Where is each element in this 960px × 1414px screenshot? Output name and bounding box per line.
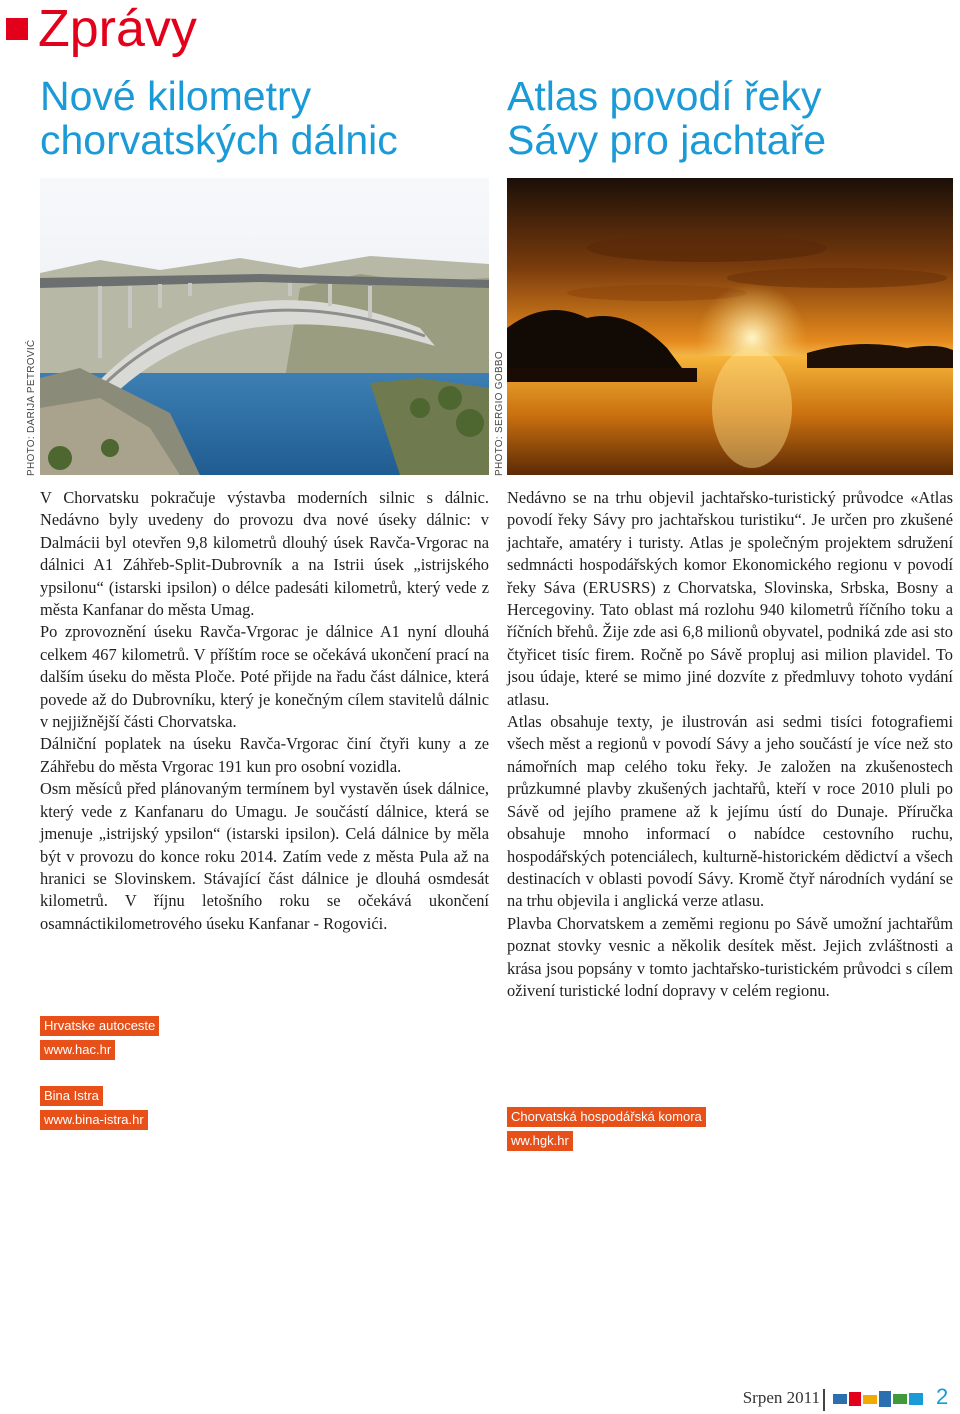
right-headline-line1: Atlas povodí řeky (507, 73, 822, 119)
right-headline (507, 74, 826, 162)
issue-date: Srpen 2011 (742, 1388, 820, 1407)
left-headline (40, 74, 398, 162)
right-paragraph: Plavba Chorvatskem a zeměmi regionu po Sávě umožní jachtařům poznat stovky vesnic a několik desítek měst. Jejich zvláštnosti a krása jsou popsány v tomto jachtařsko-turistickém průvodci s cílem oživení turistické lodní dopravy v celém regionu. (507, 913, 953, 1000)
left-article-body (40, 487, 489, 935)
sunset-photo (507, 178, 953, 475)
magazine-logo (833, 1390, 925, 1408)
link-url-hgk[interactable]: ww.hgk.hr (507, 1131, 573, 1151)
left-paragraph: Dálniční poplatek na úseku Ravča-Vrgorac činí čtyři kuny a ze Záhřebu do města Vrgorac 191 kun pro osobní vozidla. (40, 734, 489, 776)
page-number: 2 (936, 1384, 949, 1409)
right-article-body (507, 487, 953, 1002)
left-paragraph: Osm měsíců před plánovaným termínem byl vystavěn úsek dálnice, který vede z Kanfanaru do Umagu. Je součástí dálnice, která se jmenuje „istrijský ypsilon“ (istarski ipsilon). Celá dálnice by měla být v provozu do konce roku 2014. Zatím vede z města Pula až na hranici se Slovinskem. Stávající část dálnice je dlouhá osmdesát kilometrů. V říjnu letošního roku se očekává ukončení osamnáctikilometrového úseku Kanfanar - Rogovići. (40, 779, 489, 933)
link-label-hac: Hrvatske autoceste (40, 1016, 159, 1036)
right-paragraph: Nedávno se na trhu objevil jachtařsko-turistický průvodce «Atlas povodí řeky Sávy pro jachtařskou turistiku“. Je určen pro zkušené jachtaře, amatéry i turisty. Atlas je společným projektem sdružení sedmnácti hospodářských komor Ekonomického regionu v povodí řeky Sáva (ERUSRS) z Chorvatska, Slovinska, Srbska, Bosny a Hercegoviny. Tato oblast má rozlohu 940 kilometrů říčního toku a říčních břehů. Žije zde asi 6,8 milionů obyvatel, podniká zde asi sto čtyřicet tisíc firem. Ročně po Sávě propluj asi milion plavidel. To jsou údaje, které se mimo jiné dozvíte z předmluvy tohoto vydání atlasu. (507, 488, 953, 709)
left-paragraph: V Chorvatsku pokračuje výstavba moderních silnic s dálnic. Nedávno byly uvedeny do provozu dva nové úseky dálnic: v Dalmácii byl otevřen 9,8 kilometrů dlouhý úsek Ravča-Vrgorac na dálnici A1 Záhřeb-Split-Dubrovník a na Istrii úsek „istrijského ypsilonu“ (istarski ipsilon) o délce padesáti kilometrů, který vede z města Kanfanar do města Umag. (40, 488, 489, 620)
section-title: Zprávy (38, 0, 197, 58)
left-headline-line1: Nové kilometry (40, 73, 312, 119)
link-url-bina-istra[interactable]: www.bina-istra.hr (40, 1110, 148, 1130)
left-headline-line2: chorvatských dálnic (40, 117, 398, 163)
link-label-bina-istra: Bina Istra (40, 1086, 103, 1106)
right-headline-line2: Sávy pro jachtaře (507, 117, 827, 163)
left-photo-credit: PHOTO: DARIJA PETROVIĆ (26, 339, 37, 476)
right-paragraph: Atlas obsahuje texty, je ilustrován asi sedmi tisíci fotografiemi všech měst a regionů v povodí Sávy a jeho součástí je více než sto námořních map celého toku řeky. Je založen na zkušenostech průzkumné plavby zkušených jachtařů, kteří v roce 2010 pluli po Sávě od jejího pramene až k jejímu ústí do Dunaje. Příručka obsahuje mnoho informací o nabídce cestovního ruchu, hospodářských potenciálech, kulturně-historickém dědictví a všech destinacích v oblasti povodí Sávy. Kromě čtyř národních vydání se na trhu objevila i anglická verze atlasu. (507, 712, 953, 911)
left-paragraph: Po zprovoznění úseku Ravča-Vrgorac je dálnice A1 nyní dlouhá celkem 467 kilometrů. V příštím roce se očekává ukončení prací na dalším úseku do města Ploče. Poté přijde na řadu část dálnice, která povede až do Dubrovníku, který je konečným cílem stavitelů dálnic v nejjižnější části Chorvatska. (40, 622, 489, 732)
right-photo-credit: PHOTO: SERGIO GOBBO (494, 351, 505, 476)
footer-divider (823, 1389, 825, 1411)
section-marker (6, 18, 28, 40)
link-url-hac[interactable]: www.hac.hr (40, 1040, 115, 1060)
bridge-photo (40, 178, 489, 475)
link-label-hgk: Chorvatská hospodářská komora (507, 1107, 706, 1127)
